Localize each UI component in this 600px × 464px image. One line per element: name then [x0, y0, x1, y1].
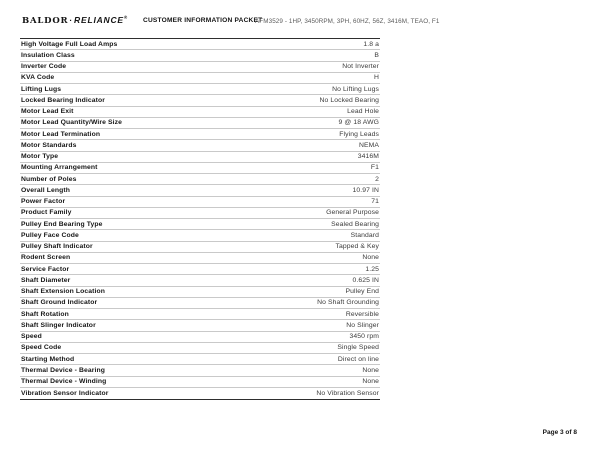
spec-row-value: Pulley End — [345, 288, 379, 296]
table-row — [20, 185, 380, 196]
spec-row-label: Power Factor — [21, 198, 66, 206]
table-row — [20, 298, 380, 309]
table-row — [20, 275, 380, 286]
spec-row-label: Shaft Diameter — [21, 276, 71, 284]
spec-row-label: Thermal Device - Winding — [21, 378, 107, 386]
table-row — [20, 242, 380, 253]
spec-row-value: Single Speed — [337, 344, 379, 352]
table-row — [20, 377, 380, 388]
spec-row-label: Pulley Face Code — [21, 231, 79, 239]
page-number: Page 3 of 8 — [542, 429, 577, 436]
spec-row-value: No Slinger — [346, 321, 379, 329]
table-row — [20, 309, 380, 320]
spec-row-label: Motor Standards — [21, 141, 77, 149]
spec-row-label: Locked Bearing Indicator — [21, 96, 105, 104]
table-row — [20, 174, 380, 185]
spec-row-value: No Shaft Grounding — [317, 299, 379, 307]
table-row — [20, 118, 380, 129]
spec-row-label: Insulation Class — [21, 51, 75, 59]
spec-row-label: Service Factor — [21, 265, 70, 273]
table-row — [20, 354, 380, 365]
table-row — [20, 287, 380, 298]
spec-row-label: Overall Length — [21, 186, 70, 194]
spec-row-label: Motor Lead Quantity/Wire Size — [21, 119, 123, 127]
spec-row-value: H — [373, 74, 379, 82]
logo-reliance-text: RELIANCE — [74, 15, 124, 25]
table-row — [20, 365, 380, 376]
spec-row-label: Speed Code — [21, 344, 62, 352]
spec-row-label: Speed — [21, 333, 42, 341]
document-header — [0, 0, 600, 34]
spec-row-label: Pulley Shaft Indicator — [21, 243, 93, 251]
spec-row-label: Inverter Code — [21, 63, 67, 71]
table-row — [20, 152, 380, 163]
spec-row-value: None — [362, 366, 379, 374]
spec-row-value: No Locked Bearing — [319, 96, 379, 104]
spec-row-label: Product Family — [21, 209, 72, 217]
table-row — [20, 140, 380, 151]
spec-row-label: Vibration Sensor Indicator — [21, 389, 109, 397]
spec-row-label: Shaft Slinger Indicator — [21, 321, 96, 329]
table-row — [20, 343, 380, 354]
spec-row-value: 3416M — [357, 153, 379, 161]
spec-row-value: Sealed Bearing — [331, 220, 379, 228]
spec-row-value: 9 @ 18 AWG — [338, 119, 379, 127]
table-row — [20, 84, 380, 95]
table-row — [20, 219, 380, 230]
spec-row-value: General Purpose — [326, 209, 379, 217]
spec-row-value: Flying Leads — [339, 130, 379, 138]
spec-row-value: F1 — [370, 164, 379, 172]
catalog-spec-line: AFM3529 - 1HP, 3450RPM, 3PH, 60HZ, 56Z, 3416M, TEAO, F1 — [255, 17, 440, 25]
spec-row-value: Lead Hole — [347, 108, 379, 116]
logo-baldor-text: BALDOR — [22, 16, 69, 26]
spec-row-label: KVA Code — [21, 74, 55, 82]
spec-row-value: 2 — [375, 175, 379, 183]
table-row — [20, 332, 380, 343]
table-row — [20, 230, 380, 241]
spec-row-value: 0.625 IN — [352, 276, 379, 284]
spec-row-label: Shaft Extension Location — [21, 288, 105, 296]
spec-row-label: Motor Lead Exit — [21, 108, 74, 116]
spec-row-value: 10.97 IN — [352, 186, 379, 194]
table-row — [20, 388, 380, 399]
spec-row-label: Shaft Ground Indicator — [21, 299, 98, 307]
table-row — [20, 163, 380, 174]
spec-row-value: B — [374, 51, 379, 59]
spec-row-label: Starting Method — [21, 355, 75, 363]
document-title: CUSTOMER INFORMATION PACKET — [143, 17, 263, 24]
baldor-reliance-logo — [22, 15, 127, 26]
spec-row-value: 1.8 a — [363, 40, 379, 48]
spec-row-value: No Lifting Lugs — [332, 85, 379, 93]
spec-row-label: Mounting Arrangement — [21, 164, 98, 172]
spec-row-label: Motor Lead Termination — [21, 130, 101, 138]
spec-row-label: Pulley End Bearing Type — [21, 220, 103, 228]
logo-separator-dot: · — [69, 15, 74, 25]
spec-row-value: Not Inverter — [342, 63, 379, 71]
spec-row-label: Lifting Lugs — [21, 85, 62, 93]
spec-table — [20, 38, 380, 400]
table-row — [20, 95, 380, 106]
table-row — [20, 107, 380, 118]
spec-row-label: High Voltage Full Load Amps — [21, 40, 118, 48]
spec-row-value: NEMA — [358, 141, 379, 149]
spec-row-label: Rodent Screen — [21, 254, 71, 262]
registered-trademark-icon: ® — [123, 15, 128, 21]
spec-row-label: Shaft Rotation — [21, 310, 69, 318]
spec-row-value: 71 — [371, 198, 379, 206]
spec-row-value: Tapped & Key — [335, 243, 379, 251]
table-row — [20, 62, 380, 73]
spec-row-label: Motor Type — [21, 153, 59, 161]
table-row — [20, 320, 380, 331]
table-row — [20, 253, 380, 264]
spec-row-value: None — [362, 254, 379, 262]
table-row — [20, 50, 380, 61]
spec-row-value: 1.25 — [365, 265, 379, 273]
spec-row-label: Thermal Device - Bearing — [21, 366, 105, 374]
table-row — [20, 39, 380, 50]
spec-row-value: Standard — [350, 231, 379, 239]
spec-row-value: No Vibration Sensor — [316, 389, 379, 397]
table-row — [20, 264, 380, 275]
table-row — [20, 208, 380, 219]
spec-row-label: Number of Poles — [21, 175, 77, 183]
table-row — [20, 73, 380, 84]
table-row — [20, 129, 380, 140]
spec-row-value: Reversible — [345, 310, 379, 318]
table-row — [20, 197, 380, 208]
spec-row-value: 3450 rpm — [349, 333, 379, 341]
spec-row-value: None — [362, 378, 379, 386]
spec-row-value: Direct on line — [337, 355, 379, 363]
